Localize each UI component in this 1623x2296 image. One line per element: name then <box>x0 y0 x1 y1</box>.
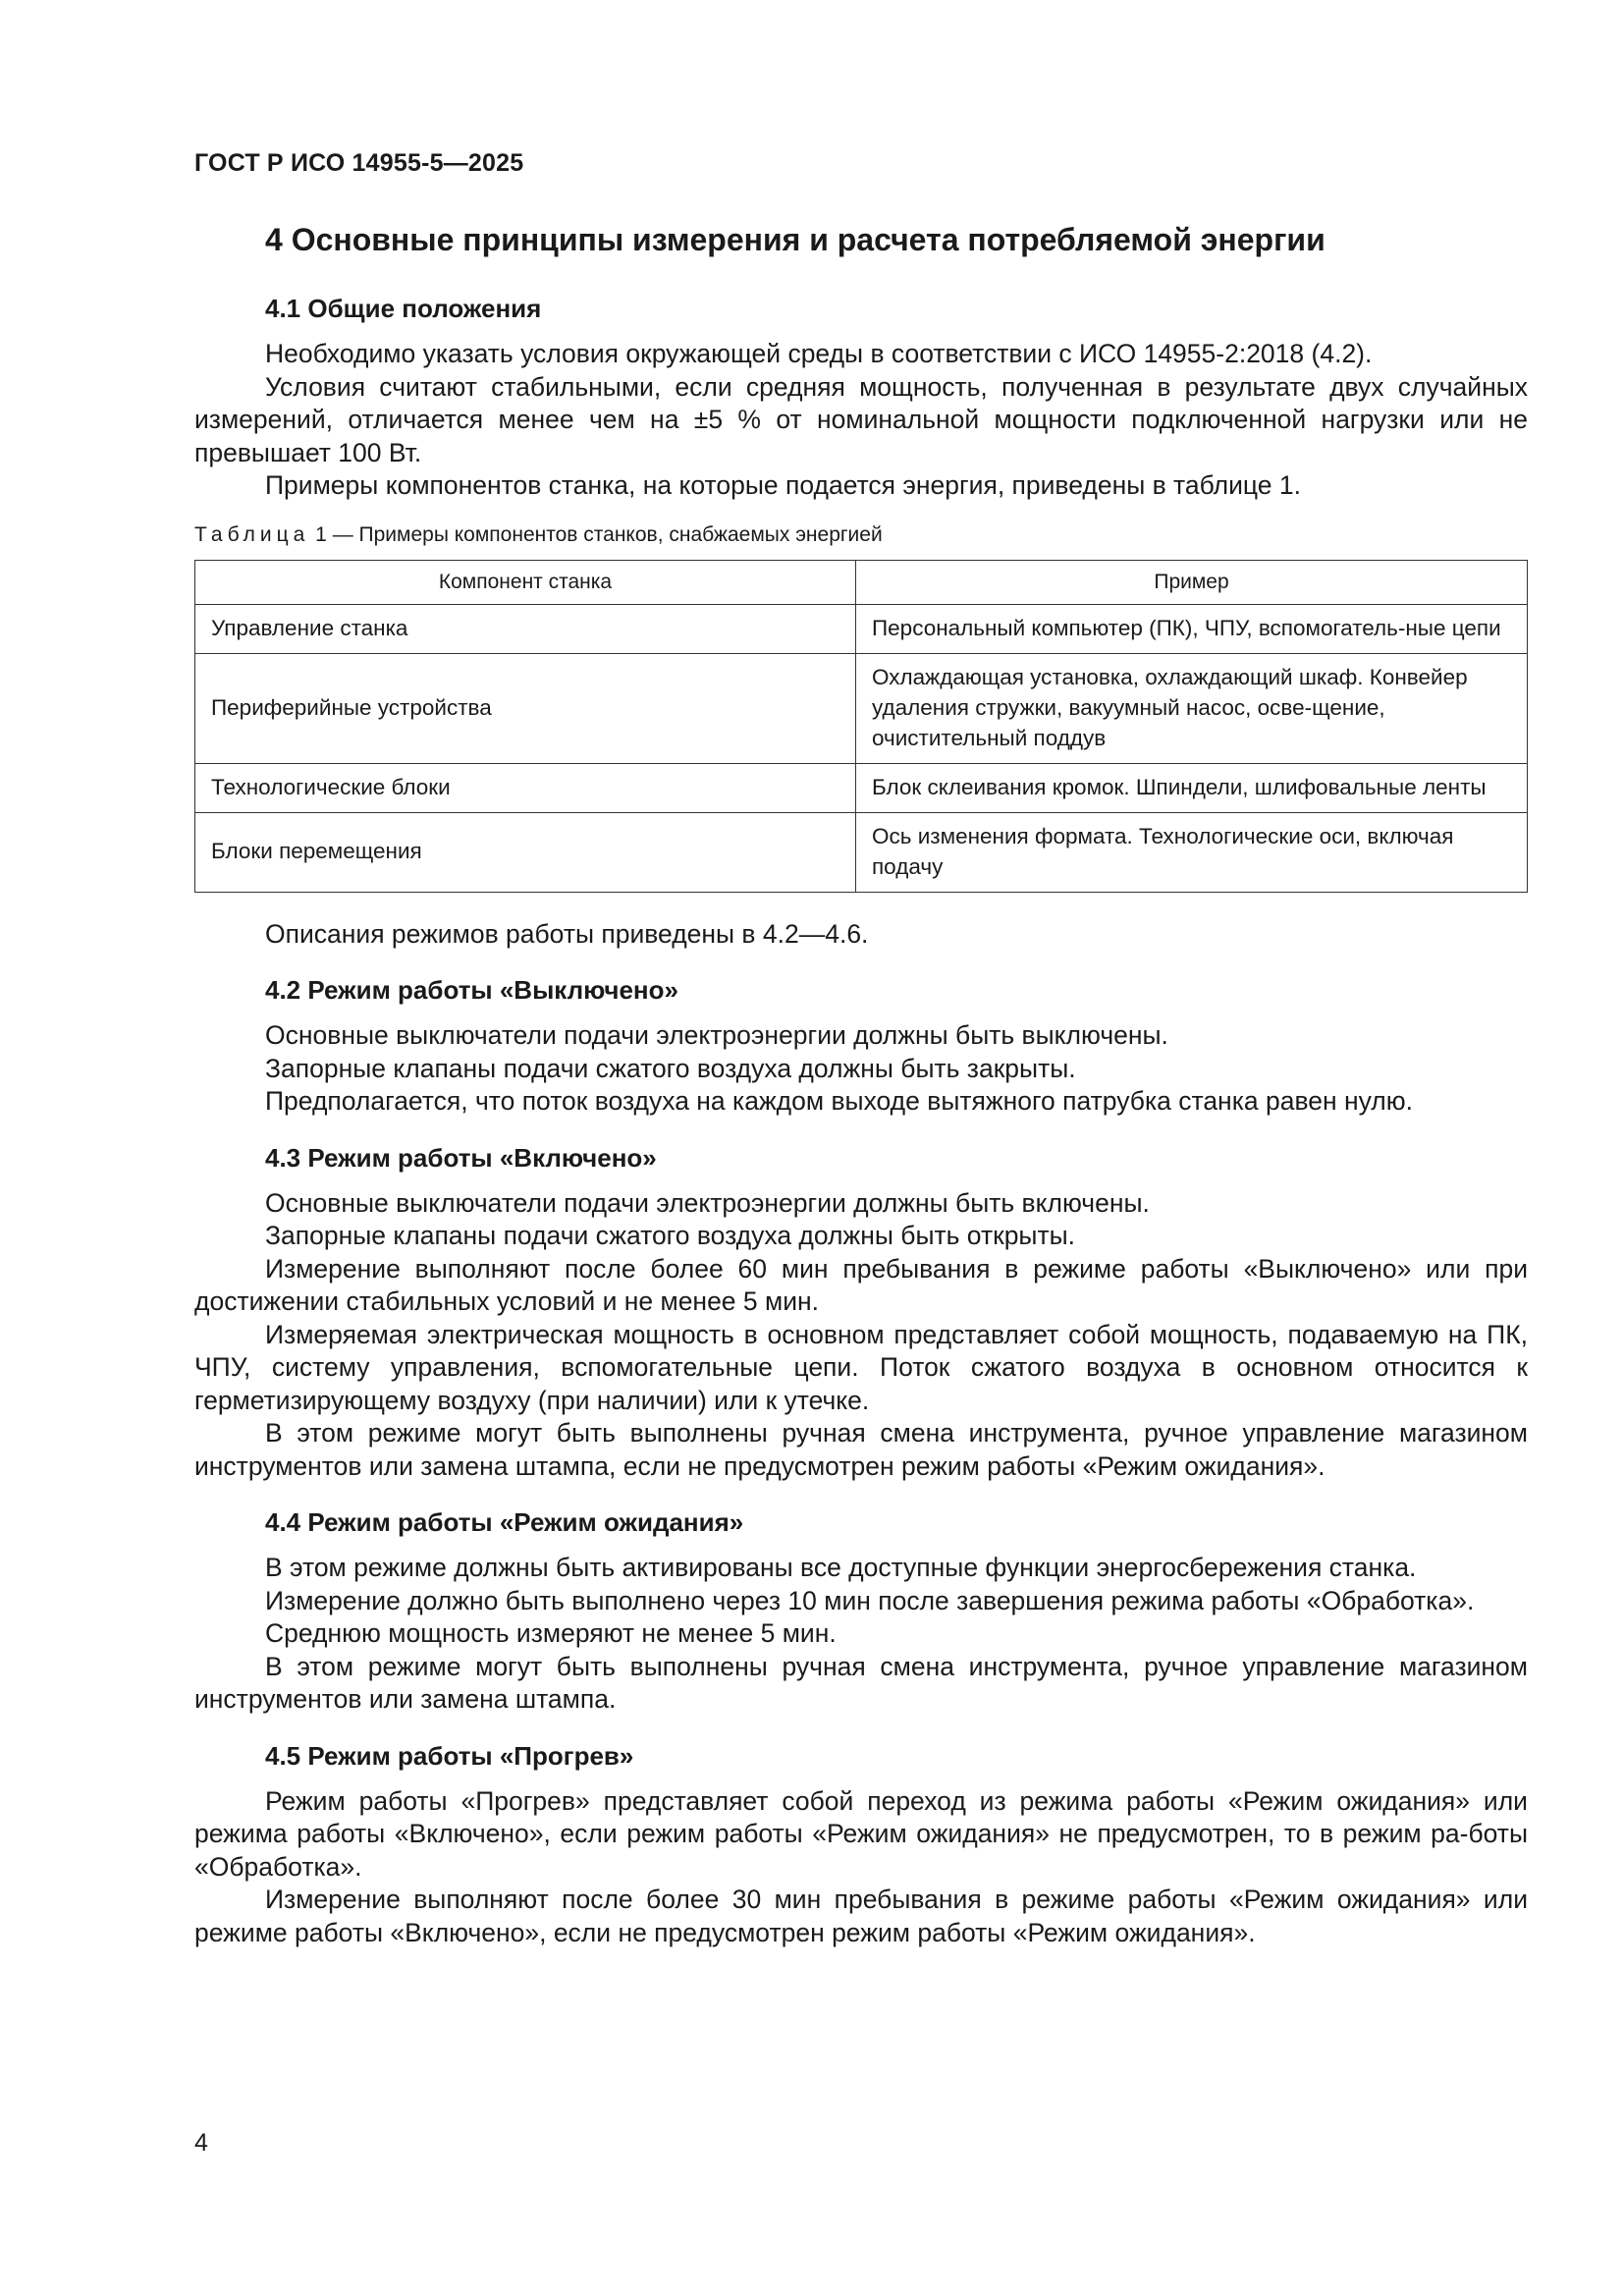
table-row <box>195 763 1528 812</box>
paragraph: Измерение должно быть выполнено через 10 мин после завершения режима работы «Обработка». <box>265 1585 1475 1615</box>
table-row <box>195 812 1528 892</box>
table-cell-example: Блок склеивания кромок. Шпиндели, шлифовальные ленты <box>856 763 1528 812</box>
paragraph: Измеряемая электрическая мощность в основном представляет собой мощность, подаваемую на ПК, ЧПУ, систему управления, вспомогательные цепи. Поток сжатого воздуха в основном относится к герметизирующему воздуху (при наличии) или к утечке. <box>194 1319 1528 1415</box>
subsection-4-1-title: 4.1 Общие положения <box>265 294 542 323</box>
paragraph: Среднюю мощность измеряют не менее 5 мин. <box>265 1618 837 1648</box>
table-row <box>195 653 1528 763</box>
table-cell-component: Блоки перемещения <box>195 812 856 892</box>
paragraph: Основные выключатели подачи электроэнергии должны быть выключены. <box>265 1020 1168 1050</box>
paragraph: Основные выключатели подачи электроэнергии должны быть включены. <box>265 1187 1150 1218</box>
components-table <box>194 560 1528 893</box>
paragraph: Необходимо указать условия окружающей среды в соответствии с ИСО 14955-2:2018 (4.2). <box>265 339 1373 368</box>
table-caption-text: 1 — Примеры компонентов станков, снабжаемых энергией <box>309 522 883 546</box>
paragraph: Условия считают стабильными, если средняя мощность, полученная в результате двух случайных измерений, отличается менее чем на ±5 % от номинальной мощности подключенной нагрузки или не превышает 100 Вт. <box>194 371 1528 467</box>
paragraph: В этом режиме могут быть выполнены ручная смена инструмента, ручное управление магазином инструментов или замена штампа, если не предусмотрен режим работы «Режим ожидания». <box>194 1418 1528 1481</box>
table-cell-example: Персональный компьютер (ПК), ЧПУ, вспомогатель-ные цепи <box>856 604 1528 653</box>
paragraph: Измерение выполняют после более 30 мин пребывания в режиме работы «Режим ожидания» или режиме работы «Включено», если не предусмотрен режим работы «Режим ожидания». <box>194 1885 1528 1947</box>
paragraph: Запорные клапаны подачи сжатого воздуха должны быть открыты. <box>265 1221 1076 1250</box>
section-title: 4 Основные принципы измерения и расчета потребляемой энергии <box>265 222 1325 257</box>
subsection-4-5-title: 4.5 Режим работы «Прогрев» <box>265 1740 634 1771</box>
main-content <box>194 218 1528 1949</box>
column-header-example: Пример <box>856 560 1528 604</box>
subsection-4-3-title: 4.3 Режим работы «Включено» <box>265 1142 657 1173</box>
table-cell-component: Технологические блоки <box>195 763 856 812</box>
table-cell-example: Охлаждающая установка, охлаждающий шкаф. Конвейер удаления стружки, вакуумный насос, осве-щение, очистительный поддув <box>856 653 1528 763</box>
table-caption <box>194 520 1528 550</box>
standard-designation: ГОСТ Р ИСО 14955-5—2025 <box>194 149 524 177</box>
table-cell-component: Периферийные устройства <box>195 653 856 763</box>
paragraph: Описания режимов работы приведены в 4.2—4.6. <box>265 918 869 949</box>
table-header-row <box>195 560 1528 604</box>
table-caption-prefix: Таблица <box>194 522 310 546</box>
subsection-4-2-title: 4.2 Режим работы «Выключено» <box>265 975 678 1005</box>
paragraph: Примеры компонентов станка, на которые подается энергия, приведены в таблице 1. <box>265 470 1301 500</box>
column-header-component: Компонент станка <box>195 560 856 604</box>
subsection-4-4-title: 4.4 Режим работы «Режим ожидания» <box>265 1507 744 1537</box>
table-row <box>195 604 1528 653</box>
paragraph: Режим работы «Прогрев» представляет собой переход из режима работы «Режим ожидания» или режима работы «Включено», если режим работы «Режим ожидания» не предусмотрен, то в режим ра-боты «Обработка». <box>194 1785 1528 1882</box>
paragraph: В этом режиме должны быть активированы все доступные функции энергосбережения станка. <box>265 1553 1417 1582</box>
table-cell-example: Ось изменения формата. Технологические оси, включая подачу <box>856 812 1528 892</box>
paragraph: Измерение выполняют после более 60 мин пребывания в режиме работы «Выключено» или при достижении стабильных условий и не менее 5 мин. <box>194 1253 1528 1316</box>
paragraph: Предполагается, что поток воздуха на каждом выходе вытяжного патрубка станка равен нулю. <box>265 1086 1413 1116</box>
paragraph: Запорные клапаны подачи сжатого воздуха должны быть закрыты. <box>265 1053 1076 1083</box>
page-number: 4 <box>194 2129 208 2157</box>
paragraph: В этом режиме могут быть выполнены ручная смена инструмента, ручное управление магазином инструментов или замена штампа. <box>194 1651 1528 1714</box>
table-cell-component: Управление станка <box>195 604 856 653</box>
